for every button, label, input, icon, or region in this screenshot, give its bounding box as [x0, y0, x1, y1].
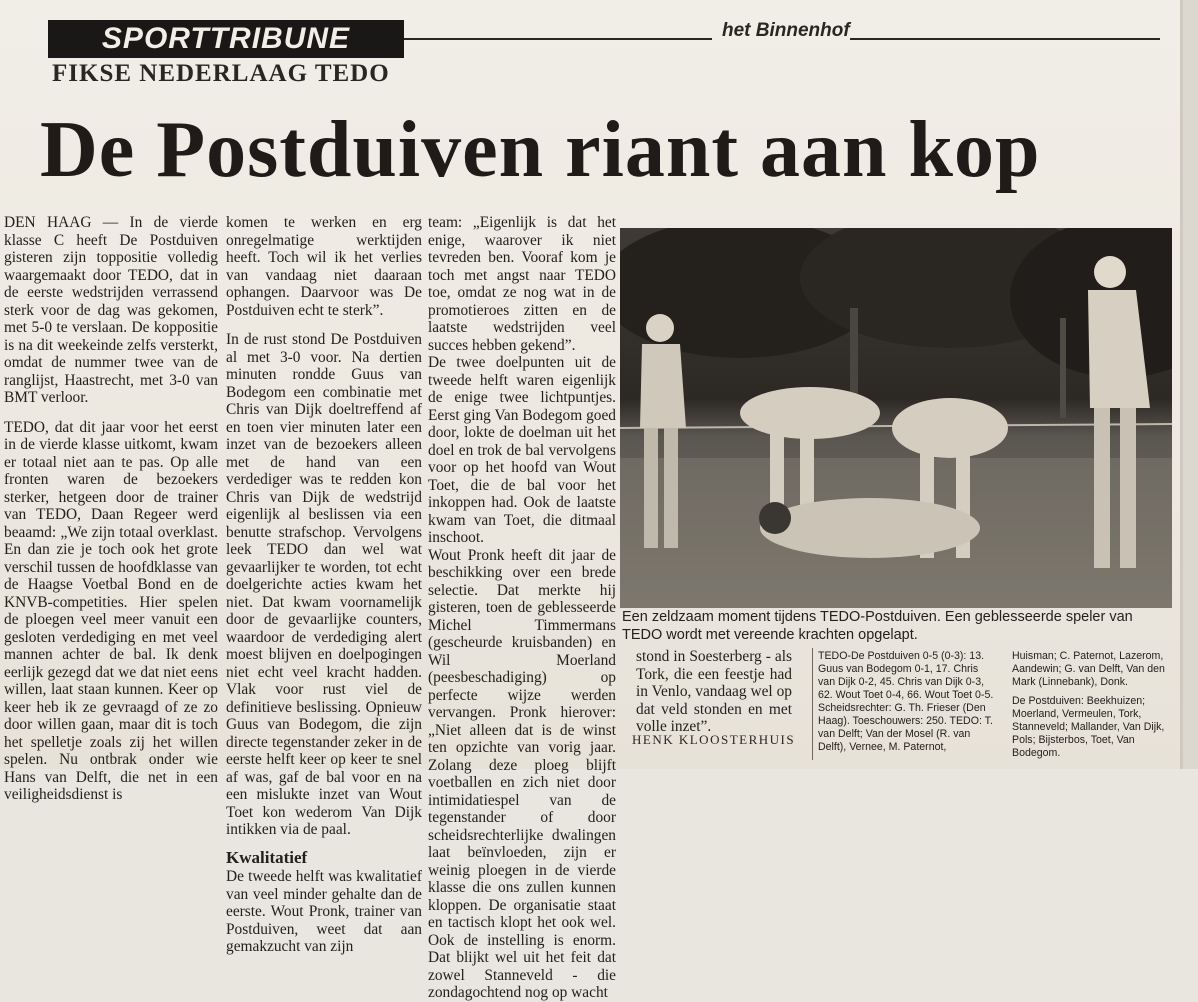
article-column-3 [428, 214, 616, 1002]
article-column-2 [226, 214, 422, 956]
newspaper-name: het Binnenhof [722, 20, 850, 41]
page-edge [1180, 0, 1198, 769]
paragraph: DEN HAAG — In de vierde klasse C heeft De Postduiven gisteren zijn toppositie volledig waargemaakt door TEDO, dat in de eerste wedstrijden verrassend sterk voor de dag was gekomen, met 5-0 te verslaan. De koppositie is na dit weekeinde zelfs versterkt, omdat de nummer twee van de ranglijst, Haastrecht, met 3-0 van BMT verloor. [4, 214, 218, 406]
lineup-tedo: Huisman; C. Paternot, Lazerom, Aandewin; G. van Delft, Van den Mark (Linnebank), Donk. [1012, 650, 1165, 688]
match-photo [620, 228, 1172, 608]
article-kicker: FIKSE NEDERLAAG TEDO [52, 60, 390, 87]
paragraph: komen te werken en erg onregelmatige werktijden heeft. Toch wil ik het verlies van vandaag niet daaraan ophangen. Daarvoor was De Postduiven echt te sterk”. [226, 214, 422, 319]
article-column-1 [4, 214, 218, 804]
team-lineups [1012, 650, 1172, 760]
paragraph: In de rust stond De Postduiven al met 3-0 voor. Na dertien minuten rondde Guus van Bodegom een combinatie met Chris van Dijk doeltreffend af en toen vier minuten later een inzet van de bezoekers alleen met de hand van een verdediger was te redden kon Chris van Dijk de wedstrijd eigenlijk al beslissen via een benutte strafschop. Vervolgens leek TEDO dan wel wat gevaarlijker te worden, tot echt doelgerichte acties kwam het niet. Dat kwam voornamelijk door de gevaarlijke counters, waardoor de verdediging alert moest blijven en doelpogingen niet echt veel kracht hadden. Vlak voor rust viel de definitieve beslissing. Opnieuw Guus van Bodegom, die zijn directe tegenstander zeker in de eerste helft keer op keer te snel af was, gaf de bal voor en na een mislukte inzet van Wout Toet kon wederom Van Dijk intikken via de paal. [226, 331, 422, 838]
article-column-4 [636, 648, 792, 736]
lineup-postduiven: De Postduiven: Beekhuizen; Moerland, Vermeulen, Tork, Stanneveld; Mallander, Van Dijk, Pols; Bijsterbos, Toet, Van Bodegom. [1012, 695, 1165, 759]
section-banner [48, 20, 404, 58]
match-results: TEDO-De Postduiven 0-5 (0-3): 13. Guus van Bodegom 0-1, 17. Chris van Dijk 0-2, 45. Chris van Dijk 0-3, 62. Wout Toet 0-4, 66. Wout Toet 0-5. Scheidsrechter: G. Th. Frieser (Den Haag). Toeschouwers: 250. TEDO: T. van Delft; Van der Mosel (R. van Delft), Vernee, M. Paternot, [818, 650, 994, 753]
paragraph: TEDO, dat dit jaar voor het eerst in de vierde klasse uitkomt, kwam er totaal niet aan te pas. Op alle fronten waren de bezoekers sterker, hetgeen door de trainer van TEDO, Daan Regeer werd beaamd: „We zijn totaal overklast. En dan zie je toch ook het grote verschil tussen de hoofdklasse van de Haagse Voetbal Bond en de KNVB-competities. Hier spelen de ploegen veel meer vanuit een gesloten verdediging en met veel mannen achter de bal. Ik denk eerlijk gezegd dat we dat niet eens willen, laat staan kunnen. Keer op keer heb ik ze gevraagd of ze zo door willen gaan, maar dit is toch het spelletje zoals zij het willen spelen. Nu ontbrak onder wie Hans van Delft, die net in een veiligheidsdienst is [4, 418, 218, 803]
match-photo-image [620, 228, 1172, 608]
column-divider [812, 648, 813, 760]
paragraph: Wout Pronk heeft dit jaar de beschikking over een brede selectie. Dat merkte hij gisteren, toen de geblesseerde Michel Timmermans (gescheurde kruisbanden) en Wil Moerland (peesbeschadiging) op perfecte wijze werden vervangen. Pronk hierover: „Niet alleen dat is de winst ten opzichte van vorig jaar. Zolang deze ploeg blijft voetballen en zich niet door intimidatiespel van de tegenstander of door scheidsrechterlijke dwalingen laat beïnvloeden, zijn er weinig ploegen in de vierde klasse die ons zullen kunnen kloppen. De organisatie staat en tactisch klopt het ook wel. Ook de instelling is enorm. Dat blijkt wel uit het feit dat zowel Stanneveld - die zondagochtend nog op wacht [428, 546, 616, 1001]
article-headline: De Postduiven riant aan kop [40, 106, 1041, 194]
photo-caption: Een zeldzaam moment tijdens TEDO-Postduiven. Een geblesseerde speler van TEDO wordt met vereende krachten opgelapt. [622, 609, 1133, 643]
section-title: SPORTTRIBUNE [101, 22, 351, 55]
masthead-rule-left [404, 38, 712, 40]
paragraph: team: „Eigenlijk is dat het enige, waarover ik niet tevreden ben. Vooraf kom je toch met angst naar TEDO toe, omdat ze nog wat in de promotieroes zitten en de laatste wedstrijden veel succes hebben gekend”. [428, 214, 616, 354]
masthead-rule-right [850, 38, 1160, 40]
paragraph: stond in Soesterberg - als Tork, die een feestje had in Venlo, vandaag wel op dat veld stonden en met volle inzet”. [636, 648, 792, 735]
article-subhead: Kwalitatief [226, 847, 308, 867]
paragraph: De twee doelpunten uit de tweede helft waren eigenlijk de enige twee lichtpuntjes. Eerst ging Van Bodegom goed door, lokte de doelman uit het doel en trok de bal vervolgens voor op het hoofd van Wout Toet, die de bal voor het inkoppen had. Ook de laatste kwam van Toet, die ditmaal inschoot. [428, 354, 616, 546]
article-byline: HENK KLOOSTERHUIS [632, 732, 796, 747]
paragraph: De tweede helft was kwalitatief van veel minder gehalte dan de eerste. Wout Pronk, trainer van Postduiven, weet dat aan gemakzucht van zijn [226, 868, 422, 955]
